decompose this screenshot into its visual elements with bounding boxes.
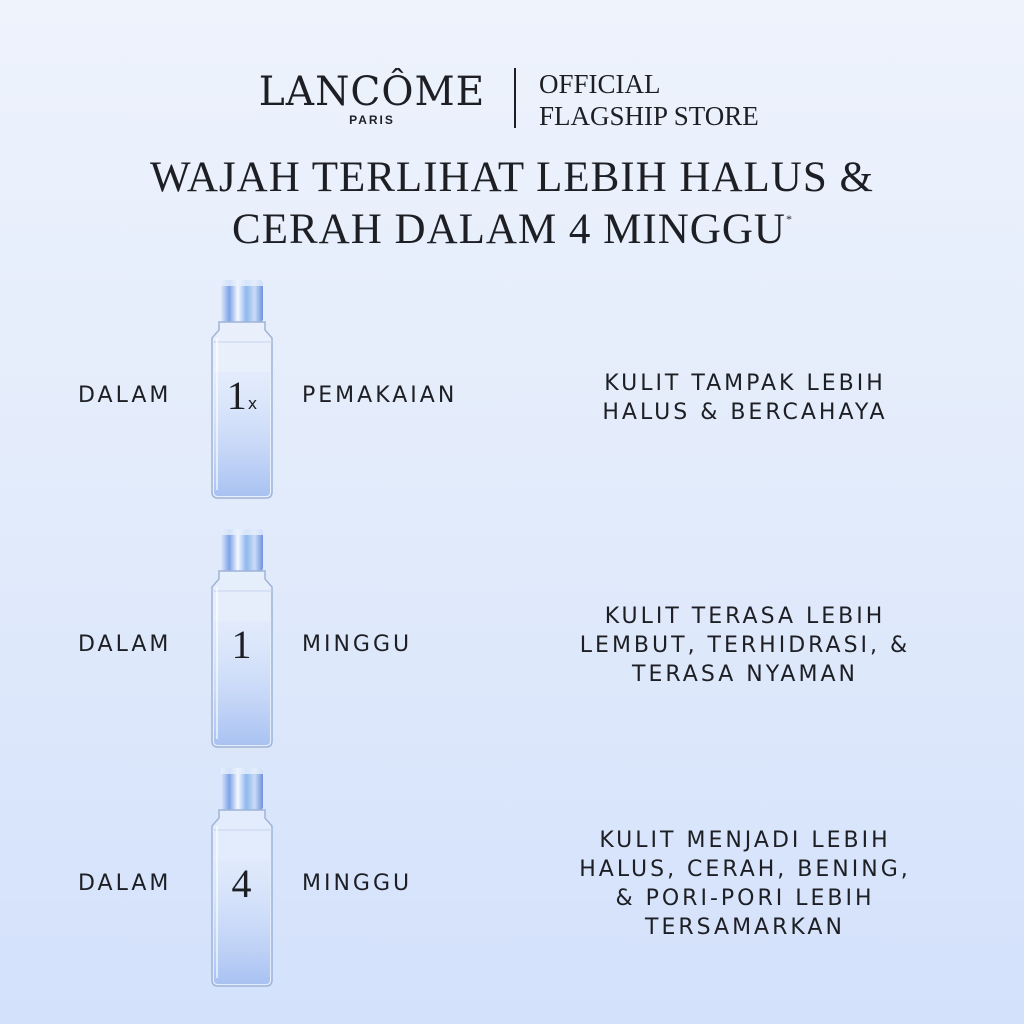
benefit-line: KULIT MENJADI LEBIH — [599, 828, 891, 853]
logo-wordmark: LANCÔME — [258, 69, 486, 115]
footnote-mark: * — [785, 212, 792, 226]
benefit-text — [520, 369, 970, 427]
benefit-line: HALUS, CERAH, BENING, — [579, 857, 911, 882]
brand-divider — [514, 68, 516, 128]
store-label-line-2: FLAGSHIP STORE — [539, 101, 759, 131]
headline — [0, 152, 1024, 256]
row-number-value: 4 — [231, 861, 252, 906]
row-number-value: 1 — [231, 622, 252, 667]
benefit-text — [520, 826, 970, 942]
benefit-line: TERSAMARKAN — [645, 915, 845, 940]
headline-line-2 — [0, 204, 1024, 256]
row-unit: MINGGU — [302, 871, 413, 896]
benefit-text — [520, 602, 970, 689]
row-prefix: DALAM — [78, 383, 172, 408]
logo-subtitle: PARIS — [349, 113, 395, 127]
row-number — [206, 622, 278, 673]
benefit-line: & PORI-PORI LEBIH — [615, 886, 875, 911]
row-prefix: DALAM — [78, 871, 172, 896]
brand-header — [248, 68, 788, 132]
store-label — [539, 68, 759, 132]
bottle-illustration — [206, 529, 278, 751]
benefit-line: KULIT TAMPAK LEBIH — [604, 371, 886, 396]
headline-line-1: WAJAH TERLIHAT LEBIH HALUS & — [150, 154, 874, 201]
headline-line-2-text: CERAH DALAM 4 MINGGU — [232, 206, 786, 253]
row-unit: PEMAKAIAN — [302, 383, 458, 408]
row-prefix: DALAM — [78, 632, 172, 657]
row-number-suffix: x — [247, 394, 258, 413]
row-number-value: 1 — [226, 373, 247, 418]
row-number — [206, 373, 278, 424]
benefit-line: LEMBUT, TERHIDRASI, & — [579, 633, 911, 658]
store-label-line-1: OFFICIAL — [539, 69, 661, 99]
bottle-illustration — [206, 280, 278, 502]
brand-logo — [248, 68, 496, 127]
bottle-illustration — [206, 768, 278, 990]
benefit-line: KULIT TERASA LEBIH — [604, 604, 886, 629]
row-unit: MINGGU — [302, 632, 413, 657]
benefit-line: TERASA NYAMAN — [632, 662, 858, 687]
benefit-line: HALUS & BERCAHAYA — [602, 400, 888, 425]
row-number — [206, 861, 278, 912]
